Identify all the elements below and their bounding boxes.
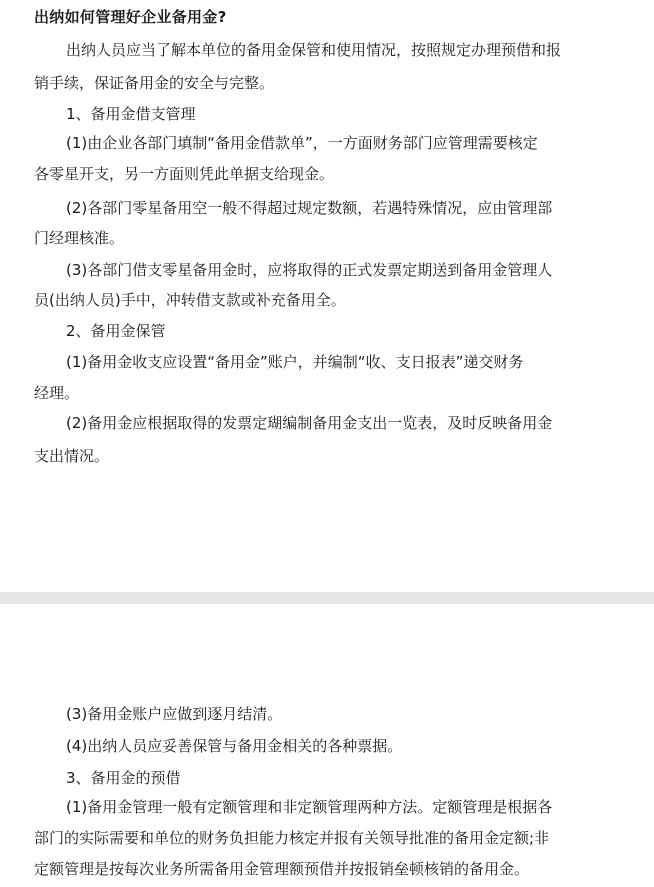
s2-p4: (4)出纳人员应妥善保管与备用金相关的各种票据。 [66,737,403,755]
s1-p2-line-1: (2)各部门零星备用空一般不得超过规定数额，若遇特殊情况，应由管理部 [66,199,553,217]
s1-p1-line-1: (1)由企业各部门填制“备用金借款单”，一方面财务部门应管理需要核定 [66,134,538,152]
section-1-heading: 1、备用金借支管理 [66,105,196,123]
s3-p1-line-1: (1)备用金管理一般有定额管理和非定额管理两种方法。定额管理是根据各 [66,798,553,816]
section-3-heading: 3、备用金的预借 [66,769,181,787]
s2-p2-line-2: 支出情况。 [34,447,110,465]
s2-p1-line-1: (1)备用金收支应设置“备用金”账户，并编制“收、支日报表”递交财务 [66,353,524,371]
s1-p2-line-2: 门经理核准。 [34,229,125,247]
intro-line-1: 出纳人员应当了解本单位的备用金保管和使用情况，按照规定办理预借和报 [66,41,562,59]
page-separator [0,592,654,604]
s2-p2-line-1: (2)备用金应根据取得的发票定瑚编制备用金支出一览表，及时反映备用金 [66,414,553,432]
s3-p1-line-2: 部门的实际需要和单位的财务负担能力核定并报有关领导批准的备用金定额;非 [34,829,550,847]
section-2-heading: 2、备用金保管 [66,322,166,340]
intro-line-2: 销手续，保证备用金的安全与完整。 [34,74,275,92]
document-page-2 [0,604,654,887]
s1-p3-line-2: 员(出纳人员)手中，冲转借支款或补充备用全。 [34,291,346,309]
s1-p1-line-2: 各零星开支，另一方面则凭此单据支给现金。 [34,165,335,183]
s3-p1-line-3: 定额管理是按每次业务所需备用金管理额预借并按报销垒顿核销的备用金。 [34,860,530,878]
s1-p3-line-1: (3)各部门借支零星备用金时，应将取得的正式发票定期送到备用金管理人 [66,261,553,279]
page-title: 出纳如何管理好企业备用金? [34,8,227,26]
s2-p1-line-2: 经理。 [34,384,80,402]
s2-p3: (3)备用金账户应做到逐月结清。 [66,705,283,723]
